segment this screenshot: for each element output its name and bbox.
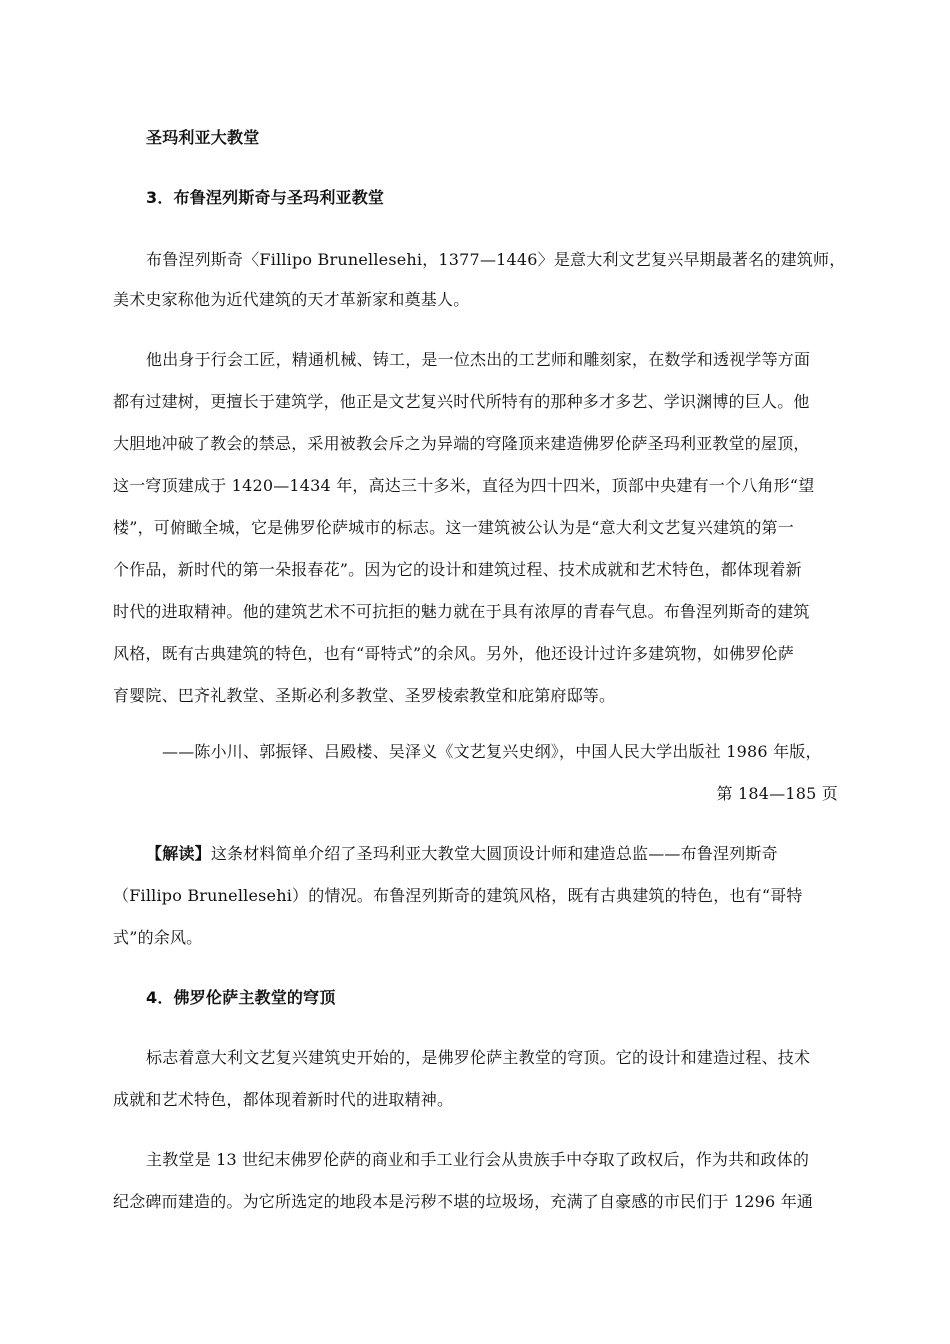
section-3-para2-line2: 都有过建树，更擅长于建筑学，他正是文艺复兴时代所特有的那种多才多艺、学识渊博的巨人。他	[113, 392, 810, 411]
section-3-para2-line3: 大胆地冲破了教会的禁忌，采用被教会斥之为异端的穹隆顶来建造佛罗伦萨圣玛利亚教堂的屋顶，	[113, 434, 810, 453]
section-4-para1-line2: 成就和艺术特色，都体现着新时代的进取精神。	[113, 1090, 454, 1109]
document-heading: 圣玛利亚大教堂	[146, 128, 260, 147]
section-3-para2-line8: 风格，既有古典建筑的特色，也有“哥特式”的余风。另外，他还设计过许多建筑物，如佛罗伦萨	[113, 644, 794, 663]
section-3-para2-line9: 育婴院、巴齐礼教堂、圣斯必利多教堂、圣罗棱索教堂和庇第府邸等。	[113, 686, 616, 705]
section-3-para2-line1: 他出身于行会工匠，精通机械、铸工，是一位杰出的工艺师和雕刻家，在数学和透视学等方面	[146, 350, 811, 369]
commentary-label: 【解读】	[146, 844, 211, 863]
section-4-title: 4．佛罗伦萨主教堂的穹顶	[146, 988, 336, 1007]
section-3-para1-line1: 布鲁涅列斯奇〈Fillipo Brunellesehi，1377—1446〉是意大利文艺复兴早期最著名的建筑师，	[146, 250, 846, 269]
source-citation-line1: ——陈小川、郭振铎、吕殿楼、吴泽义《文艺复兴史纲》，中国人民大学出版社 1986 年版，	[162, 742, 822, 761]
commentary-text: 这条材料简单介绍了圣玛利亚大教堂大圆顶设计师和建造总监——布鲁涅列斯奇	[210, 844, 778, 863]
section-4-para2-line1: 主教堂是 13 世纪末佛罗伦萨的商业和手工业行会从贵族手中夺取了政权后，作为共和政体的	[146, 1150, 810, 1169]
source-citation-line2: 第 184—185 页	[716, 784, 838, 803]
section-3-title: 3．布鲁涅列斯奇与圣玛利亚教堂	[146, 188, 385, 207]
commentary-line1	[146, 844, 876, 864]
commentary-line3: 式”的余风。	[113, 928, 203, 947]
section-4-para2-line2: 纪念碑而建造的。为它所选定的地段本是污秽不堪的垃圾场，充满了自豪感的市民们于 1296 年通	[113, 1192, 814, 1211]
section-3-para1-line2: 美术史家称他为近代建筑的天才革新家和奠基人。	[113, 290, 470, 309]
section-4-para1-line1: 标志着意大利文艺复兴建筑史开始的，是佛罗伦萨主教堂的穹顶。它的设计和建造过程、技术	[146, 1048, 811, 1067]
section-3-para2-line4: 这一穹顶建成于 1420—1434 年，高达三十多米，直径为四十四米，顶部中央建有一个八角形“望	[113, 476, 815, 495]
commentary-line2: （Fillipo Brunellesehi）的情况。布鲁涅列斯奇的建筑风格，既有古典建筑的特色，也有“哥特	[113, 886, 803, 905]
section-3-para2-line6: 个作品，新时代的第一朵报春花”。因为它的设计和建筑过程、技术成就和艺术特色，都体现着新	[113, 560, 802, 579]
section-3-para2-line7: 时代的进取精神。他的建筑艺术不可抗拒的魅力就在于具有浓厚的青春气息。布鲁涅列斯奇的建筑	[113, 602, 810, 621]
section-3-para2-line5: 楼”，可俯瞰全城，它是佛罗伦萨城市的标志。这一建筑被公认为是“意大利文艺复兴建筑的第一	[113, 518, 794, 537]
